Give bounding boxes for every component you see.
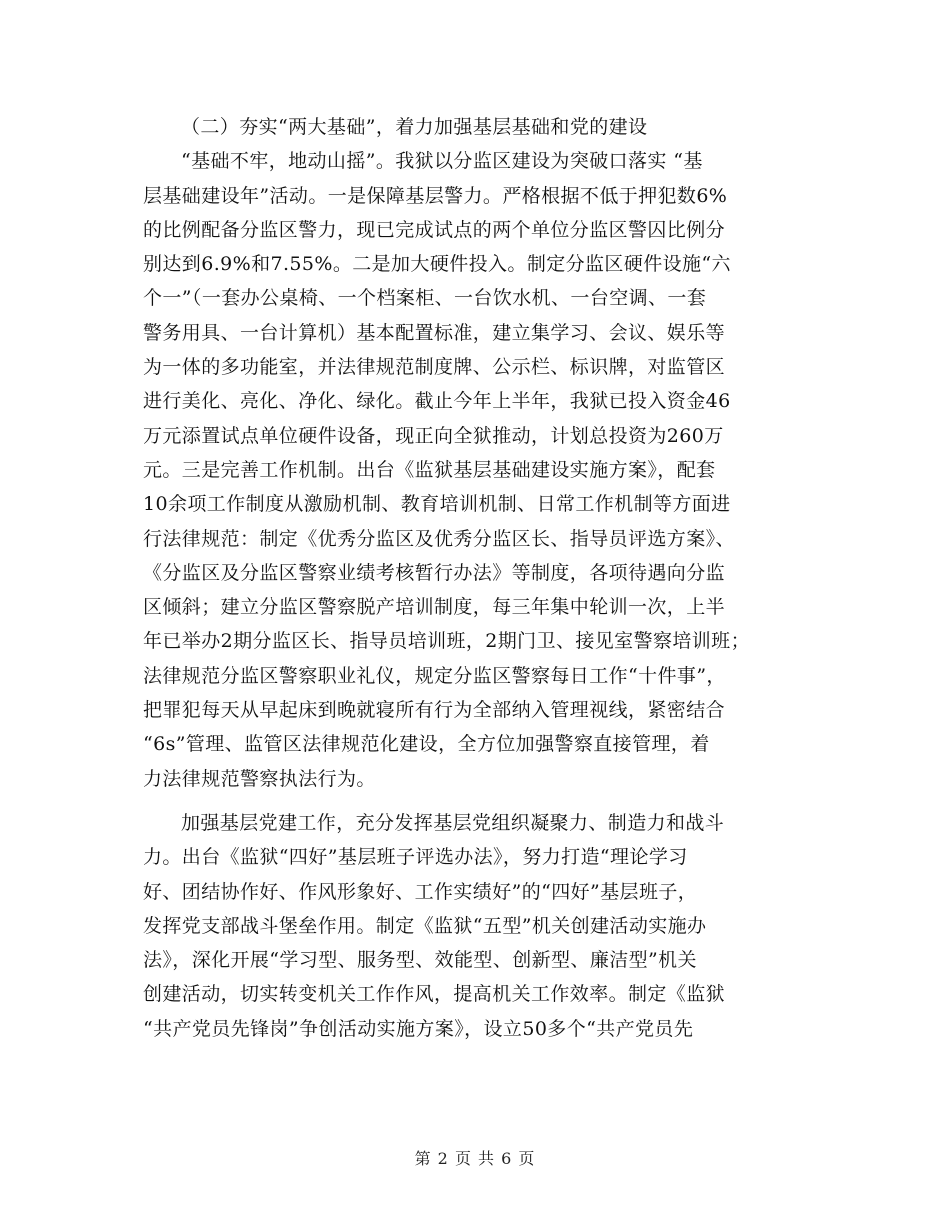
text-line: 力。出台《监狱“四好”基层班子评选办法》，努力打造“理论学习 [143,846,688,869]
text-line: 好、团结协作好、作风形象好、工作实绩好”的“四好”基层班子， [143,880,698,903]
text-line: 的比例配备分监区警力，现已完成试点的两个单位分监区警囚比例分 [143,218,726,241]
text-line: 加强基层党建工作，充分发挥基层党组织凝聚力、制造力和战斗 [181,811,725,834]
text-line: 力法律规范警察执法行为。 [143,767,376,790]
text-line: 法律规范分监区警察职业礼仪，规定分监区警察每日工作“十件事”， [143,664,726,687]
text-line: 10余项工作制度从激励机制、教育培训机制、日常工作机制等方面进 [143,493,731,516]
text-line: 元。三是完善工作机制。出台《监狱基层基础建设实施方案》，配套 [143,458,716,481]
text-line: 别达到6.9%和7.55%。二是加大硬件投入。制定分监区硬件设施“六 [143,253,731,276]
paragraph-1 [143,144,811,796]
paragraph-2 [143,806,811,1046]
text-line: 个一”（一套办公桌椅、一个档案柜、一台饮水机、一台空调、一套 [143,287,707,310]
document-body [143,110,811,1046]
text-line: 层基础建设年”活动。一是保障基层警力。严格根据不低于押犯数6% [143,184,728,207]
text-line: 发挥党支部战斗堡垒作用。制定《监狱“五型”机关创建活动实施办 [143,914,707,937]
paragraph-gap [143,796,811,806]
text-line: 把罪犯每天从早起床到晚就寝所有行为全部纳入管理视线，紧密结合 [143,699,726,722]
text-line: 区倾斜；建立分监区警察脱产培训制度，每三年集中轮训一次，上半 [143,596,726,619]
text-line: 警务用具、一台计算机）基本配置标准，建立集学习、会议、娱乐等 [143,321,726,344]
text-line: 行法律规范：制定《优秀分监区及优秀分监区长、指导员评选方案》、 [143,527,735,550]
page-number-footer: 第 2 页 共 6 页 [414,1149,536,1168]
text-line: “基础不牢，地动山摇”。我狱以分监区建设为突破口落实 “基 [181,150,703,173]
text-line: 《分监区及分监区警察业绩考核暂行办法》等制度，各项待遇向分监 [143,561,726,584]
section-heading: （二）夯实“两大基础”，着力加强基层基础和党的建设 [181,116,648,138]
text-line: “共产党员先锋岗”争创活动实施方案》，设立50多个“共产党员先 [143,1017,694,1040]
text-line: 创建活动，切实转变机关工作作风，提高机关工作效率。制定《监狱 [143,983,726,1006]
text-line: “6s”管理、监管区法律规范化建设，全方位加强警察直接管理，着 [143,733,710,756]
text-line: 法》，深化开展“学习型、服务型、效能型、创新型、廉洁型”机关 [143,949,697,972]
text-line: 为一体的多功能室，并法律规范制度牌、公示栏、标识牌，对监管区 [143,356,726,379]
text-line: 进行美化、亮化、净化、绿化。截止今年上半年，我狱已投入资金46 [143,390,731,413]
text-line: 万元添置试点单位硬件设备，现正向全狱推动，计划总投资为260万 [143,424,724,447]
text-line: 年已举办2期分监区长、指导员培训班，2期门卫、接见室警察培训班； [143,630,750,653]
